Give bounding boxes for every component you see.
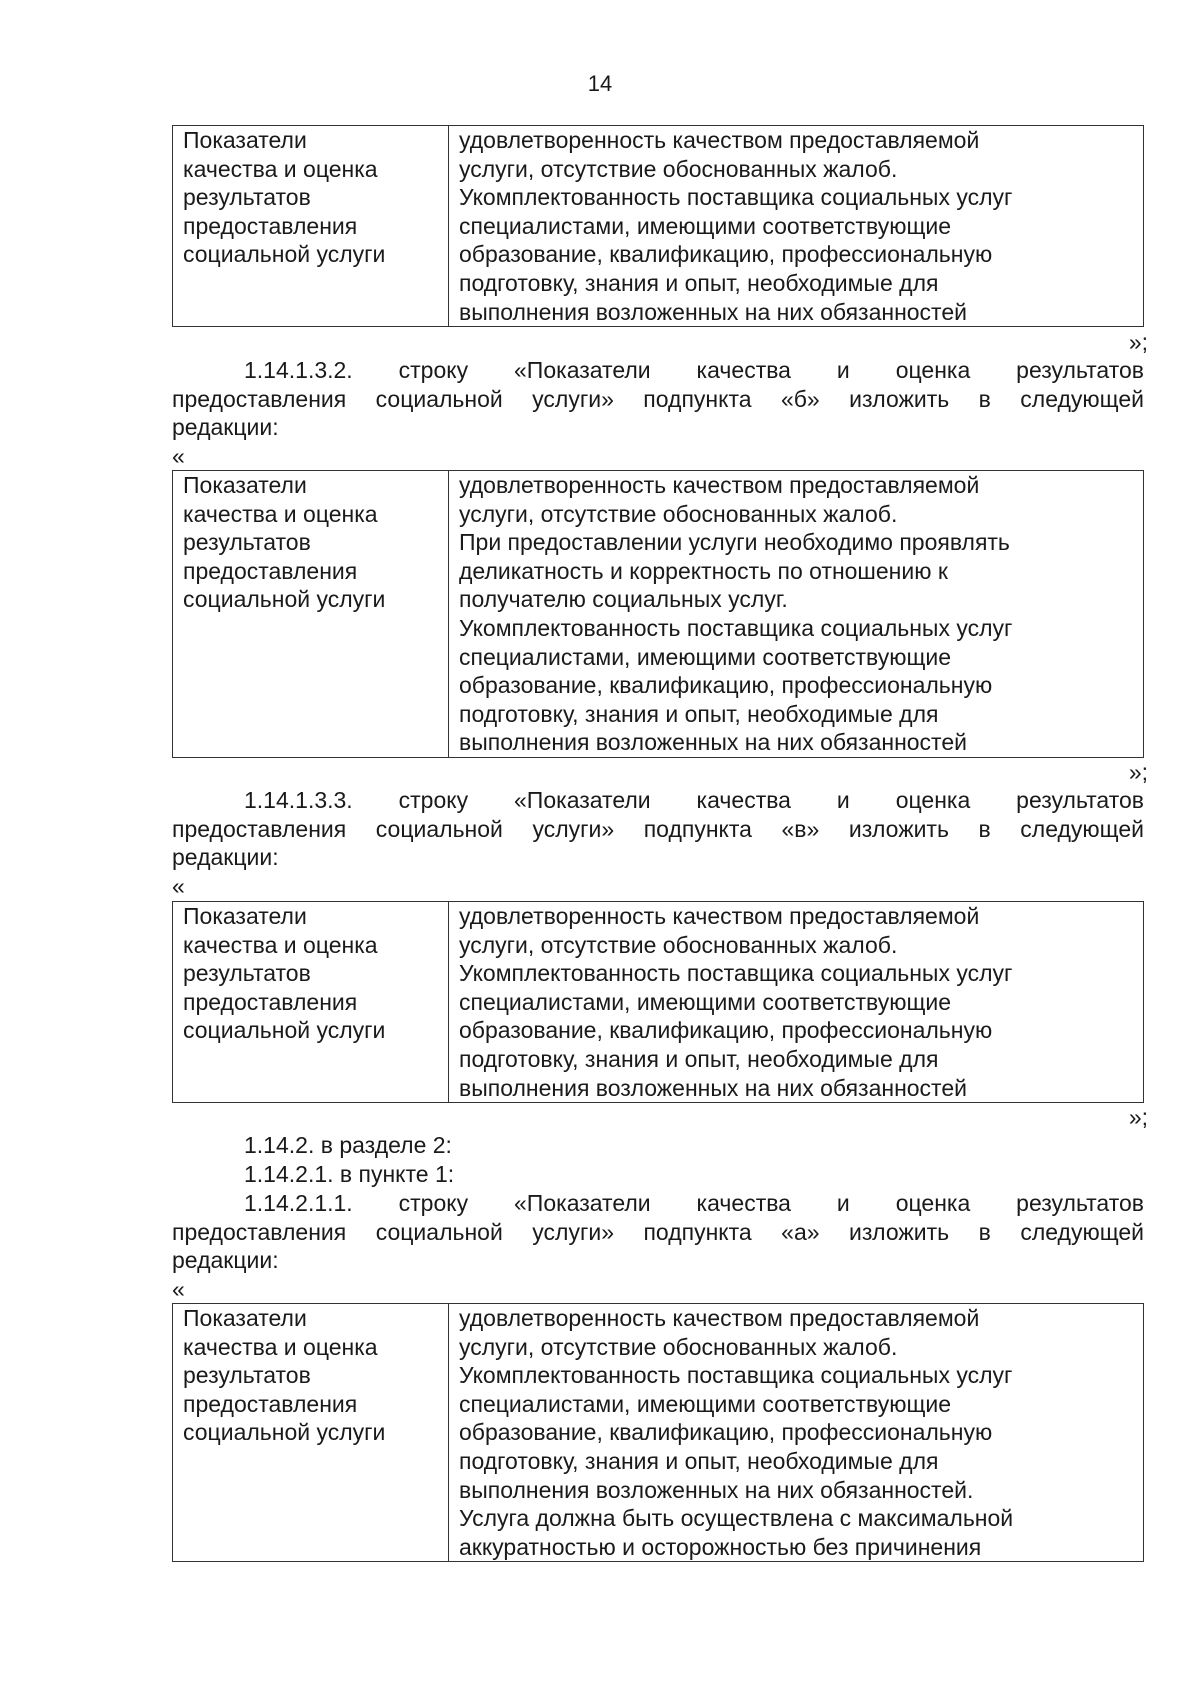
table-row bbox=[173, 902, 1144, 1103]
table-cell-label: Показатели качества и оценка результатов предоставления социальной услуги bbox=[173, 902, 449, 1103]
table-cell-content: удовлетворенность качеством предоставляемой услуги, отсутствие обоснованных жалоб. Укомплектованность поставщика социальных услуг специалистами, имеющими соответствующие образование, квалификацию, профессиональную подготовку, знания и опыт, необходимые для выполнения возложенных на них обязанностей. Услуга должна быть осуществлена с максимальной аккуратностью и осторожностью без причинения bbox=[449, 1304, 1144, 1562]
paragraph-1-14-1-3-3 bbox=[172, 786, 1144, 872]
paragraph-line: редакции: bbox=[172, 844, 279, 871]
closing-quote: »; bbox=[1128, 1104, 1148, 1130]
section-item-1-14-2-1: 1.14.2.1. в пункте 1: bbox=[244, 1161, 455, 1187]
paragraph-line: редакции: bbox=[172, 1247, 279, 1274]
paragraph-line: предоставления социальной услуги» подпункта «а» изложить в следующей bbox=[172, 1218, 1144, 1245]
table-cell-label: Показатели качества и оценка результатов предоставления социальной услуги bbox=[173, 1304, 449, 1562]
table-row bbox=[173, 126, 1144, 327]
opening-quote: « bbox=[172, 873, 185, 899]
paragraph-line: предоставления социальной услуги» подпункта «в» изложить в следующей bbox=[172, 815, 1144, 842]
quality-table-4 bbox=[172, 1303, 1144, 1562]
table-cell-label: Показатели качества и оценка результатов предоставления социальной услуги bbox=[173, 471, 449, 758]
page-number: 14 bbox=[587, 71, 613, 96]
quality-table-2 bbox=[172, 470, 1144, 758]
table-cell-content: удовлетворенность качеством предоставляемой услуги, отсутствие обоснованных жалоб. Укомплектованность поставщика социальных услуг специалистами, имеющими соответствующие образование, квалификацию, профессиональную подготовку, знания и опыт, необходимые для выполнения возложенных на них обязанностей bbox=[449, 902, 1144, 1103]
paragraph-line: редакции: bbox=[172, 414, 279, 441]
paragraph-line: 1.14.1.3.2. строку «Показатели качества и оценка результатов bbox=[244, 357, 1144, 383]
quality-table-1 bbox=[172, 125, 1144, 327]
table-cell-content: удовлетворенность качеством предоставляемой услуги, отсутствие обоснованных жалоб. Укомплектованность поставщика социальных услуг специалистами, имеющими соответствующие образование, квалификацию, профессиональную подготовку, знания и опыт, необходимые для выполнения возложенных на них обязанностей bbox=[449, 126, 1144, 327]
table-row bbox=[173, 471, 1144, 758]
section-item-1-14-2: 1.14.2. в разделе 2: bbox=[244, 1132, 452, 1158]
opening-quote: « bbox=[172, 443, 185, 469]
opening-quote: « bbox=[172, 1276, 185, 1302]
paragraph-1-14-2-1-1 bbox=[172, 1189, 1144, 1275]
paragraph-line: 1.14.1.3.3. строку «Показатели качества и оценка результатов bbox=[244, 787, 1144, 813]
table-row bbox=[173, 1304, 1144, 1562]
quality-table-3 bbox=[172, 901, 1144, 1103]
paragraph-line: предоставления социальной услуги» подпункта «б» изложить в следующей bbox=[172, 385, 1144, 412]
table-cell-content: удовлетворенность качеством предоставляемой услуги, отсутствие обоснованных жалоб. При предоставлении услуги необходимо проявлять деликатность и корректность по отношению к получателю социальных услуг. Укомплектованность поставщика социальных услуг специалистами, имеющими соответствующие образование, квалификацию, профессиональную подготовку, знания и опыт, необходимые для выполнения возложенных на них обязанностей bbox=[449, 471, 1144, 758]
paragraph-1-14-1-3-2 bbox=[172, 356, 1144, 442]
table-cell-label: Показатели качества и оценка результатов предоставления социальной услуги bbox=[173, 126, 449, 327]
closing-quote: »; bbox=[1128, 759, 1148, 785]
paragraph-line: 1.14.2.1.1. строку «Показатели качества и оценка результатов bbox=[244, 1190, 1144, 1216]
closing-quote: »; bbox=[1128, 329, 1148, 355]
